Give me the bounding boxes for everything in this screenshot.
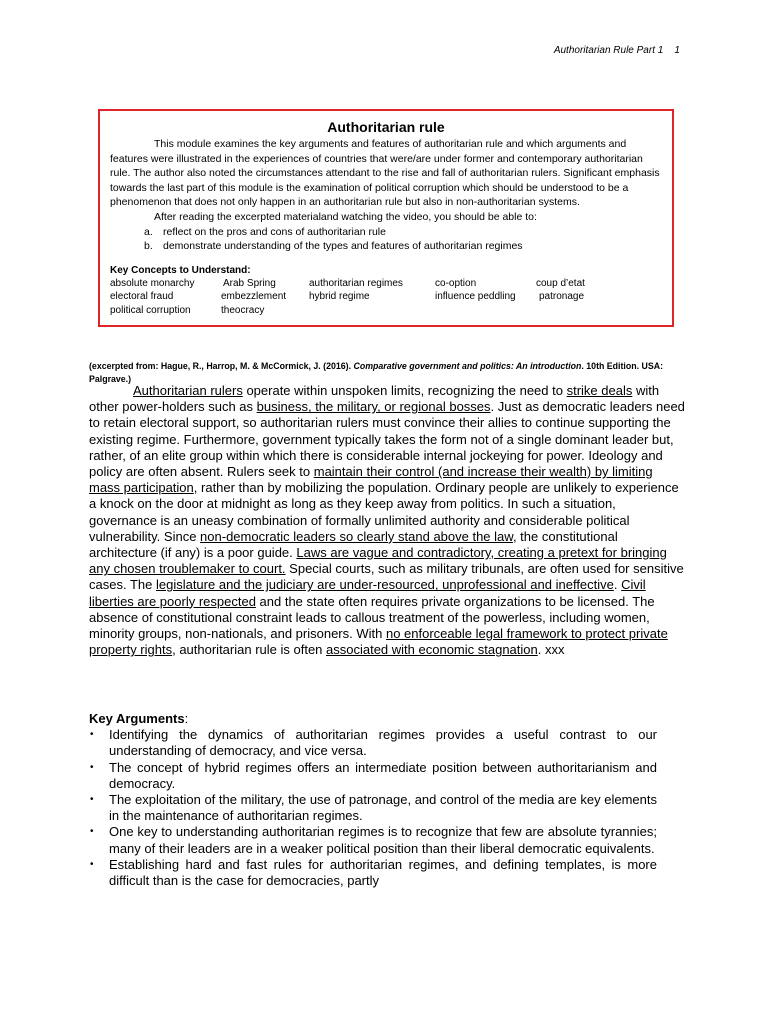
key-argument-text: The concept of hybrid regimes offers an intermediate position between authoritarianism and democracy. [109,759,657,791]
key-concept: absolute monarchy [110,277,195,289]
body-paragraph [89,383,685,658]
citation-pre: (excerpted from: Hague, R., Harrop, M. & McCormick, J. (2016). [89,361,354,371]
objective-item [144,239,662,254]
key-concept: political corruption [110,304,191,316]
key-concept: patronage [539,291,585,303]
key-concept: embezzlement [221,291,287,303]
module-intro-text: This module examines the key arguments and features of authoritarian rule and which arguments and features were illustrated in the experiences of countries that were/are under former and contemporary authoritarian rule. The author also noted the circumstances attendant to the rise and fall of authoritarian rulers. Significant emphasis towards the last part of this module is the examination of political corruption which should be understood to be a phenomenon that does not only happen in an authoritarian rule but also in non-authoritarian systems. [110,138,660,209]
citation-book-title: Comparative government and politics: An introduction [353,361,582,371]
body-text-run: , rather than by mobilizing the population. Ordinary people are unlikely to experience a knock on the door at midnight as long as they keep away from politics. In such a situation, governance is an uneasy combination of formally unlimited authority and considerable political vulnerability. Since [89,480,679,544]
key-argument-item [89,727,679,759]
underlined-phrase: no enforceable legal framework to protect private property rights [89,626,668,658]
bullet-icon: • [90,794,94,806]
module-summary-box [98,109,674,327]
underlined-phrase: Civil liberties are poorly respected [89,577,646,609]
key-arguments-section [89,711,679,889]
objective-item [144,225,662,240]
key-argument-text: Establishing hard and fast rules for authoritarian regimes, and defining templates, is more difficult than is the case for democracies, partly [109,856,657,889]
underlined-phrase: Laws are vague and contradictory, creating a pretext for bringing any chosen troublemaker to court. [89,545,667,577]
key-concepts-grid [110,277,662,319]
key-argument-item [89,760,679,792]
bullet-icon: • [90,826,94,838]
key-arguments-list [89,727,679,889]
underlined-phrase: maintain their control (and increase their wealth) by limiting mass participation [89,464,653,496]
box-title: Authoritarian rule [327,119,445,135]
key-concept: Arab Spring [223,277,276,289]
objective-label: a. [144,225,153,238]
key-argument-text: Identifying the dynamics of authoritarian regimes provides a useful contrast to our understanding of democracy, and vice versa. [109,727,657,759]
body-text-run: . [613,577,622,593]
underlined-phrase: legislature and the judiciary are under-resourced, unprofessional and ineffective [155,577,614,593]
body-text-run: with other power-holders such as [89,383,660,415]
page-header: Authoritarian Rule Part 1 1 [553,45,680,56]
after-reading-text: After reading the excerpted materialand watching the video, you should be able to: [154,210,537,223]
key-concept: theocracy [221,304,265,316]
key-concept: electoral fraud [110,291,174,303]
underlined-phrase: Authoritarian rulers [133,383,243,398]
bullet-icon: • [90,858,94,870]
key-arguments-colon: : [184,711,189,726]
objective-label: b. [144,240,153,253]
body-text-run: Special courts, such as military tribunals, are often used for sensitive cases. The [89,561,684,593]
citation [89,360,689,385]
key-argument-item [89,824,679,856]
body-text-run: operate within unspoken limits, recognizing the need to [242,383,567,398]
key-argument-text: One key to understanding authoritarian regimes is to recognize that few are absolute tyrannies; many of their leaders are in a weaker political position than their liberal democratic equivalents. [109,824,657,856]
underlined-phrase: strike deals [566,383,633,398]
key-concept: hybrid regime [309,291,370,303]
bullet-icon: • [90,729,94,741]
body-text-run: , authoritarian rule is often [172,642,327,658]
key-concept: coup d’etat [536,277,585,289]
key-argument-item [89,792,679,824]
key-concept: co-option [435,277,477,289]
body-text-run: , the constitutional architecture (if any) is a poor guide. [89,528,618,561]
objective-text: reflect on the pros and cons of authoritarian rule [163,225,386,238]
body-text-run: and the state often requires private organizations to be licensed. The absence of constitutional constraint leads to callous treatment of the powerless, including women, minority groups, non-nationals, and prisoners. With [89,593,655,642]
objective-text: demonstrate understanding of the types and features of authoritarian regimes [163,240,523,253]
underlined-phrase: business, the military, or regional bosses [256,399,491,415]
key-argument-text: The exploitation of the military, the use of patronage, and control of the media are key elements in the maintenance of authoritarian regimes. [109,792,657,824]
key-concept: influence peddling [435,291,516,303]
module-intro [110,137,662,210]
key-argument-item [89,857,679,889]
bullet-icon: • [90,761,94,773]
citation-post: . 10th Edition. USA: Palgrave.) [89,361,664,384]
key-arguments-title: Key Arguments [89,711,185,726]
objectives-list [110,225,662,254]
body-text-run: . Just as democratic leaders need to retain electoral support, so authoritarian rulers must convince their allies to continue supporting the existing regime. Furthermore, government typically takes the form not of a single dominant leader but, rather, of an elite group within which there is considerable internal jockeying for power. Ideology and policy are often absent. Rulers seek to [89,399,685,480]
underlined-phrase: associated with economic stagnation [326,642,538,658]
underlined-phrase: non-democratic leaders so clearly stand above the law [200,528,513,544]
body-text-run: . xxx [537,642,565,658]
key-concepts-title: Key Concepts to Understand: [110,264,251,276]
key-concept: authoritarian regimes [309,277,403,289]
